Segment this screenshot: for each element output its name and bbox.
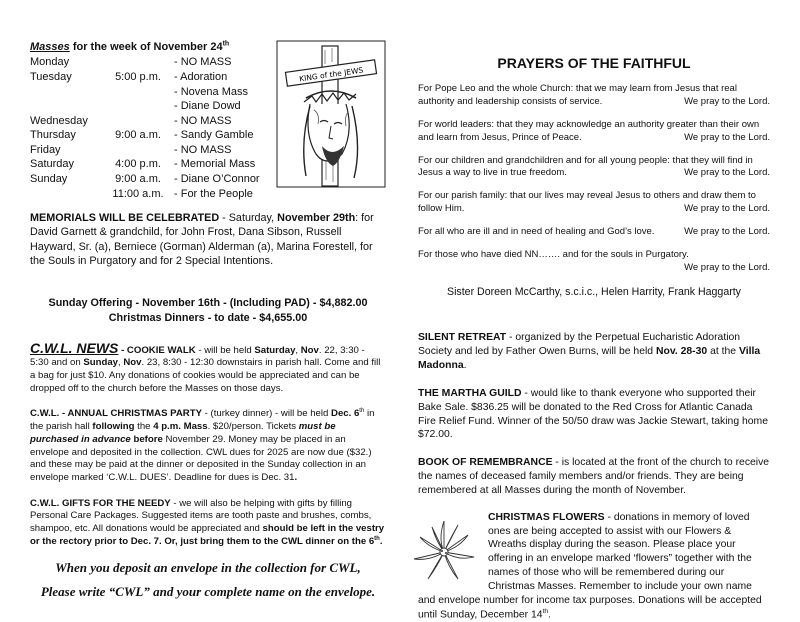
gifts-lead: C.W.L. GIFTS FOR THE NEEDY	[30, 497, 171, 509]
cwl-news-heading: C.W.L. NEWS	[30, 339, 119, 356]
mass-intention: - Diane Dowd	[174, 100, 241, 113]
prayer-intention	[418, 190, 770, 216]
memorials-notice	[30, 211, 386, 268]
dinners-line: Christmas Dinners - to date - $4,655.00	[108, 312, 308, 325]
mass-time: 9:00 a.m.	[115, 173, 161, 186]
prayer-response: We pray to the Lord.	[684, 226, 770, 238]
cookie-walk-f: Sunday	[83, 357, 119, 369]
mass-time: 9:00 a.m.	[115, 129, 161, 142]
remembrance-lead: BOOK OF REMEMBRANCE	[418, 457, 553, 469]
retreat-e: .	[463, 360, 467, 372]
retreat-d: Villa Madonna	[418, 346, 761, 372]
offering-totals	[30, 296, 386, 325]
prayer-response: We pray to the Lord.	[684, 203, 770, 215]
mass-time: 4:00 p.m.	[115, 158, 161, 171]
king-sign-text: KING of the JEWS	[298, 65, 364, 84]
mass-intention: - Sandy Gamble	[174, 129, 254, 142]
prayer-response: We pray to the Lord.	[684, 95, 770, 107]
martha-guild	[418, 387, 770, 442]
flowers-lead: CHRISTMAS FLOWERS	[488, 511, 605, 523]
mass-time: 5:00 p.m.	[115, 70, 161, 83]
party-k: November 29. Money may be placed in an envelope and deposited in the collection. CWL dues for 2025 are now due ($32.) and these may be paid at the dinner or deposited in the Sunday collection in an envelope marked ‘C.W.L. DUES’. Deadline for dues is Dec. 31	[30, 433, 372, 483]
prayer-text: For our children and grandchildren and for all young people: that they will find in Jesus a way to live in true freedom.	[418, 154, 753, 179]
party-h: must be purchased in advance	[30, 421, 336, 445]
prayer-intention	[418, 83, 770, 109]
prayer-text: For those who have died NN……. and for the souls in Purgatory.	[418, 249, 689, 261]
christ-king-illustration	[276, 40, 386, 188]
masses-heading-text: for the week of November 24	[69, 41, 223, 53]
mass-intention: - Novena Mass	[174, 85, 248, 98]
prayer-intention	[418, 226, 770, 239]
remembrance-text: - is located at the front of the church to receive the names of deceased family members and/or friends. They are being remembered at all Masses during the month of November.	[418, 457, 770, 496]
gifts-a: - we will also be helping with gifts by filling Personal Care Packages. Suggested items are tooth paste and brushes, combs, shampoo, etc. All donations would be appreciated and	[30, 497, 372, 534]
gifts-b-sup: th	[374, 535, 380, 542]
mass-day: Thursday	[30, 129, 76, 142]
martha-lead: THE MARTHA GUILD	[418, 387, 522, 399]
prayer-intention	[418, 155, 770, 181]
flowers-sup: th	[542, 607, 548, 615]
mass-intention: - NO MASS	[174, 143, 232, 156]
cookie-walk-b: Saturday	[254, 344, 296, 356]
martha-text: - would like to thank everyone who supported their Bake Sale. $836.25 will be donated to the Red Cross for Atlantic Canada Fire Relief Fund. Winner of the 50/50 draw was Jackie Stewart, taking home $72.00.	[418, 387, 768, 441]
closing-line-1: When you deposit an envelope in the collection for CWL,	[55, 560, 361, 576]
retreat-c: at the	[707, 346, 739, 358]
cwl-closing-note	[30, 556, 386, 604]
mass-intention: - NO MASS	[174, 114, 232, 127]
masses-heading-italic: Masses	[30, 41, 70, 53]
prayer-text: For all who are ill and in need of healing and God’s love.	[418, 226, 655, 238]
memorials-date: November 29th	[277, 212, 356, 225]
prayer-text: For Pope Leo and the whole Church: that we may learn from Jesus that real authority and leadership consists of service.	[418, 82, 737, 107]
poinsettia-icon	[408, 517, 480, 587]
mass-intention: - Adoration	[174, 70, 228, 83]
right-column	[418, 40, 770, 622]
mass-intention: - Diane O’Connor	[174, 173, 260, 186]
christmas-flowers	[418, 511, 770, 622]
party-a: - (turkey dinner) - will be held	[201, 408, 332, 420]
cookie-walk-g: ,	[118, 357, 124, 369]
party-l: .	[294, 471, 298, 483]
memorials-mid: - Saturday,	[219, 212, 278, 225]
mass-time: 11:00 a.m.	[112, 187, 164, 200]
flowers-end: .	[548, 608, 551, 620]
retreat-lead: SILENT RETREAT	[418, 332, 507, 344]
retreat-a: - organized by the Perpetual Eucharistic Adoration Society and led by Father Owen Burns, will be held	[418, 332, 741, 358]
prayers-title: PRAYERS OF THE FAITHFUL	[497, 55, 691, 71]
prayers-list	[418, 83, 770, 275]
party-j: before	[133, 433, 163, 445]
party-e: the	[134, 421, 154, 433]
party-f: 4 p.m. Mass	[153, 421, 208, 433]
prayer-readers: Sister Doreen McCarthy, s.c.i.c., Helen Harrity, Frank Haggarty	[447, 285, 741, 298]
mass-day: Saturday	[30, 158, 75, 171]
cwl-gifts	[30, 498, 386, 549]
cookie-walk-e: . 22, 3:30 - 5:30 and on	[30, 344, 365, 369]
party-d: following	[92, 421, 135, 433]
cookie-walk-lead: - COOKIE WALK	[118, 344, 196, 356]
cwl-news	[30, 339, 386, 396]
mass-day: Tuesday	[30, 70, 72, 83]
prayer-response: We pray to the Lord.	[684, 261, 770, 273]
mass-row	[30, 186, 386, 201]
retreat-b: Nov. 28-30	[655, 346, 708, 358]
cookie-walk-a: - will be held	[195, 344, 255, 356]
party-b-sup: th	[359, 408, 365, 415]
memorials-text: : for David Garnett & grandchild, for John Frost, Dana Sibson, Russell Hayward, Sr. (a), Berniece (Gorman) Alderman (a), Marina Forestell, for the Souls in Purgatory and for 2 Special Intentions.	[30, 212, 374, 268]
prayer-intention	[418, 249, 770, 275]
prayer-intention	[418, 119, 770, 145]
memorials-lead: MEMORIALS WILL BE CELEBRATED	[30, 212, 220, 225]
cookie-walk-c: ,	[295, 344, 301, 356]
mass-day: Wednesday	[30, 114, 88, 127]
mass-day: Friday	[30, 143, 61, 156]
closing-line-2: Please write “CWL” and your complete name on the envelope.	[40, 584, 376, 600]
masses-heading-sup: th	[222, 40, 230, 48]
prayer-text: For world leaders: that they may acknowledge an authority greater than their own and learn from Jesus, Prince of Peace.	[418, 118, 760, 143]
gifts-c: .	[379, 535, 383, 547]
prayer-response: We pray to the Lord.	[684, 131, 770, 143]
book-of-remembrance	[418, 456, 770, 497]
mass-intention: - Memorial Mass	[174, 158, 256, 171]
party-b: Dec. 6	[331, 408, 360, 420]
prayer-response: We pray to the Lord.	[684, 167, 770, 179]
gifts-b: should be left in the vestry or the rectory prior to Dec. 7. Or, just bring them to the CWL dinner on the 6	[30, 522, 385, 547]
silent-retreat	[418, 331, 770, 372]
offering-line: Sunday Offering - November 16th - (Including PAD) - $4,882.00	[48, 297, 368, 310]
flowers-text: - donations in memory of loved ones are being accepted to assist with our Flowers & Wreaths display during the season. Please place your offering in an envelope marked ‘flowers” together with the names of those who will be remembered during our Christmas Masses. Remember to include your own name and envelope number for income tax purposes. Donations will be accepted until Sunday, December 14	[418, 511, 762, 620]
mass-day: Monday	[30, 56, 70, 69]
cookie-walk-d: Nov	[300, 344, 319, 356]
cookie-walk-i: . 23, 8:30 - 12:30 downstairs in parish hall. Come and fill a bag for just $10. Any donations of cookies would be appreciated and can be dropped off to the church before the Masses on those days.	[30, 357, 381, 394]
cookie-walk-h: Nov	[123, 357, 142, 369]
mass-intention: - For the People	[174, 187, 253, 200]
party-c: in the parish hall	[30, 408, 375, 433]
party-g: . $20/person. Tickets	[207, 421, 299, 433]
mass-day: Sunday	[30, 173, 68, 186]
cwl-christmas-party	[30, 408, 386, 484]
mass-intention: - NO MASS	[174, 56, 232, 69]
party-lead: C.W.L. - ANNUAL CHRISTMAS PARTY	[30, 408, 202, 420]
prayer-text: For our parish family: that our lives may reveal Jesus to others and draw them to follow Him.	[418, 190, 756, 215]
